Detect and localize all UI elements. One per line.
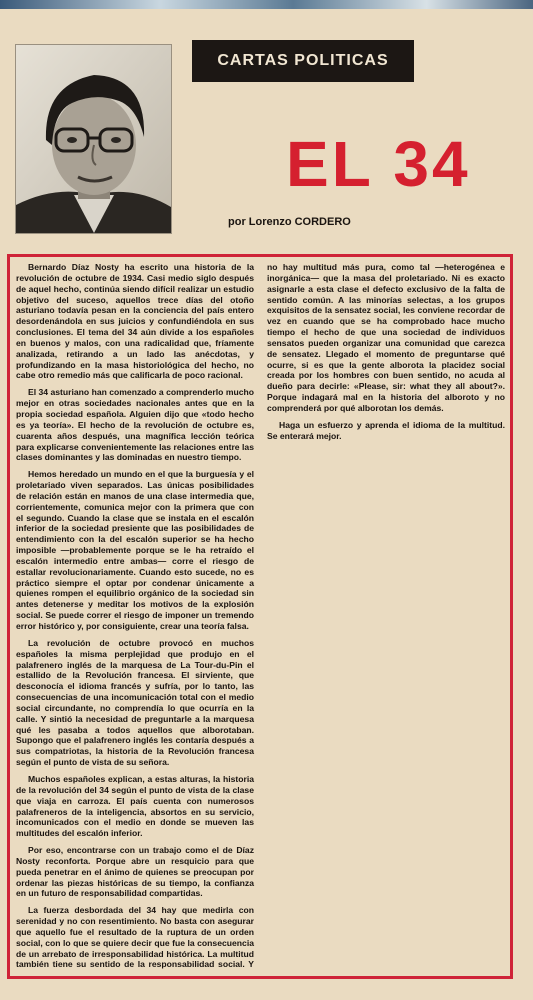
- section-banner: [192, 40, 414, 82]
- article-paragraph: La revolución de octubre provocó en muchos españoles la misma perplejidad que produjo en el palafrenero inglés de la marquesa de La Tour-du-Pin el estallido de la Revolución francesa. El sirviente, que desconocía el idioma francés y sufría, por lo tanto, las consecuencias de una incomunicación total con el medio social circundante, no comprendía lo que ocurría en la calle. Y sintió la necesidad de preguntarle a la marquesa qué les pasaba a todos aquellos que alborotaban. Supongo que el palafrenero inglés les contaría después a sus compatriotas, la historia de la Revolución francesa según el punto de vista de su señora.: [16, 637, 254, 768]
- section-label: CARTAS POLITICAS: [217, 52, 389, 69]
- article-paragraph: Bernardo Díaz Nosty ha escrito una historia de la revolución de octubre de 1934. Casi medio siglo después de aquel hecho, continúa siendo difícil realizar un estudio objetivo del suceso, aquellos trece días del otoño asturiano todavía pesan en la conciencia del país entero desordenándola en sus juicios y confundiéndola en sus conclusiones. El tema del 34 aún divide a los españoles en buenos y malos, con una radicalidad que, fríamente analizada, retirando a un lado las anécdotas, y profundizando en la masa historiológica del hecho, no cabe otro remedio más que calificarla de poco racional.: [16, 262, 254, 381]
- byline: por Lorenzo CORDERO: [228, 216, 351, 228]
- top-edge-strip: [0, 0, 533, 9]
- article-paragraph: La fuerza desbordada del 34 hay que medirla con serenidad y no con resentimiento. No basta con asegurar que aquello fue el resultado de la ruptura de un orden social, con lo que se quiere decir que fue la consecuencia de un arrebato de irresponsabilidad histórica. La multitud también tiene su sentido de la responsabilidad social. Y no hay multitud más pura, como tal —heterogénea e inorgánica— que la masa del proletariado. Ni es exacto asignarle a esta clase el defecto exclusivo de la falta de sentido común. A las minorías selectas, a los grupos exquisitos de la sensatez social, les conviene recordar de vez en cuando que se ha comprobado hace mucho tiempo el hecho de que una sociedad de individuos sensatos pueden organizar una comunidad que carezca de sensatez. Llegado el momento de preguntarse qué ocurre, si es que la gente alborota la placidez social creada por los hombres con buen sentido, no acuda al dueño para decirle: «Please, sir: what they all about?». Porque indagará mal en la historia del alboroto y no comprenderá por qué alborotan los demás.: [16, 262, 505, 970]
- article-paragraph: Haga un esfuerzo y aprenda el idioma de la multitud. Se enterará mejor.: [267, 419, 505, 441]
- article-paragraph: El 34 asturiano han comenzado a comprenderlo mucho mejor en otras sociedades nacionales antes que en la propia sociedad española. Alguien dijo que «todo hecho es ya teoría». El hecho de la revolución de octubre es, cuarenta años después, una magnífica lección teórica para explicarse convenientemente las relaciones entre las clases dominantes y las dominadas en nuestro tiempo.: [16, 387, 254, 463]
- article-body: [16, 262, 505, 974]
- headline: EL 34: [286, 128, 471, 200]
- author-portrait: [15, 44, 172, 234]
- article-paragraph: Muchos españoles explican, a estas alturas, la historia de la revolución del 34 según el punto de vista de la clase que viaja en carroza. El país cuenta con numerosos palafreneros de la inteligencia, absortos en su servicio, incomunicados con el medio en donde se mueven las multitudes del escalón inferior.: [16, 773, 254, 839]
- article-paragraph: Hemos heredado un mundo en el que la burguesía y el proletariado viven separados. Las únicas posibilidades de relación están en manos de una clase intermedia que, corrientemente, comunica mejor con la primera que con el segundo. Cuando la clase que se instala en el escalón inferior de la sociedad presiente que las posibilidades de entendimiento con la del escalón superior se ha hecho imposible —probablemente porque se le ha retraído el escalón intermedio entre ambas— corre el riesgo de estallar revolucionariamente. Cuando esto sucede, no es práctico siempre el optar por condenar únicamente a quienes rompen el equilibrio orgánico de la sociedad sin antes detenerse y meditar los motivos de la explosión social. Se puede correr el riesgo de imponer un tremendo error histórico y, por consiguiente, crear una teoría falsa.: [16, 469, 254, 631]
- article-paragraph: Por eso, encontrarse con un trabajo como el de Díaz Nosty reconforta. Porque abre un resquicio para que pueda penetrar en el ánimo de quienes se preocupan por ordenar las piezas históricas de su tiempo, la confianza en un futuro de responsabilidad compartidas.: [16, 845, 254, 899]
